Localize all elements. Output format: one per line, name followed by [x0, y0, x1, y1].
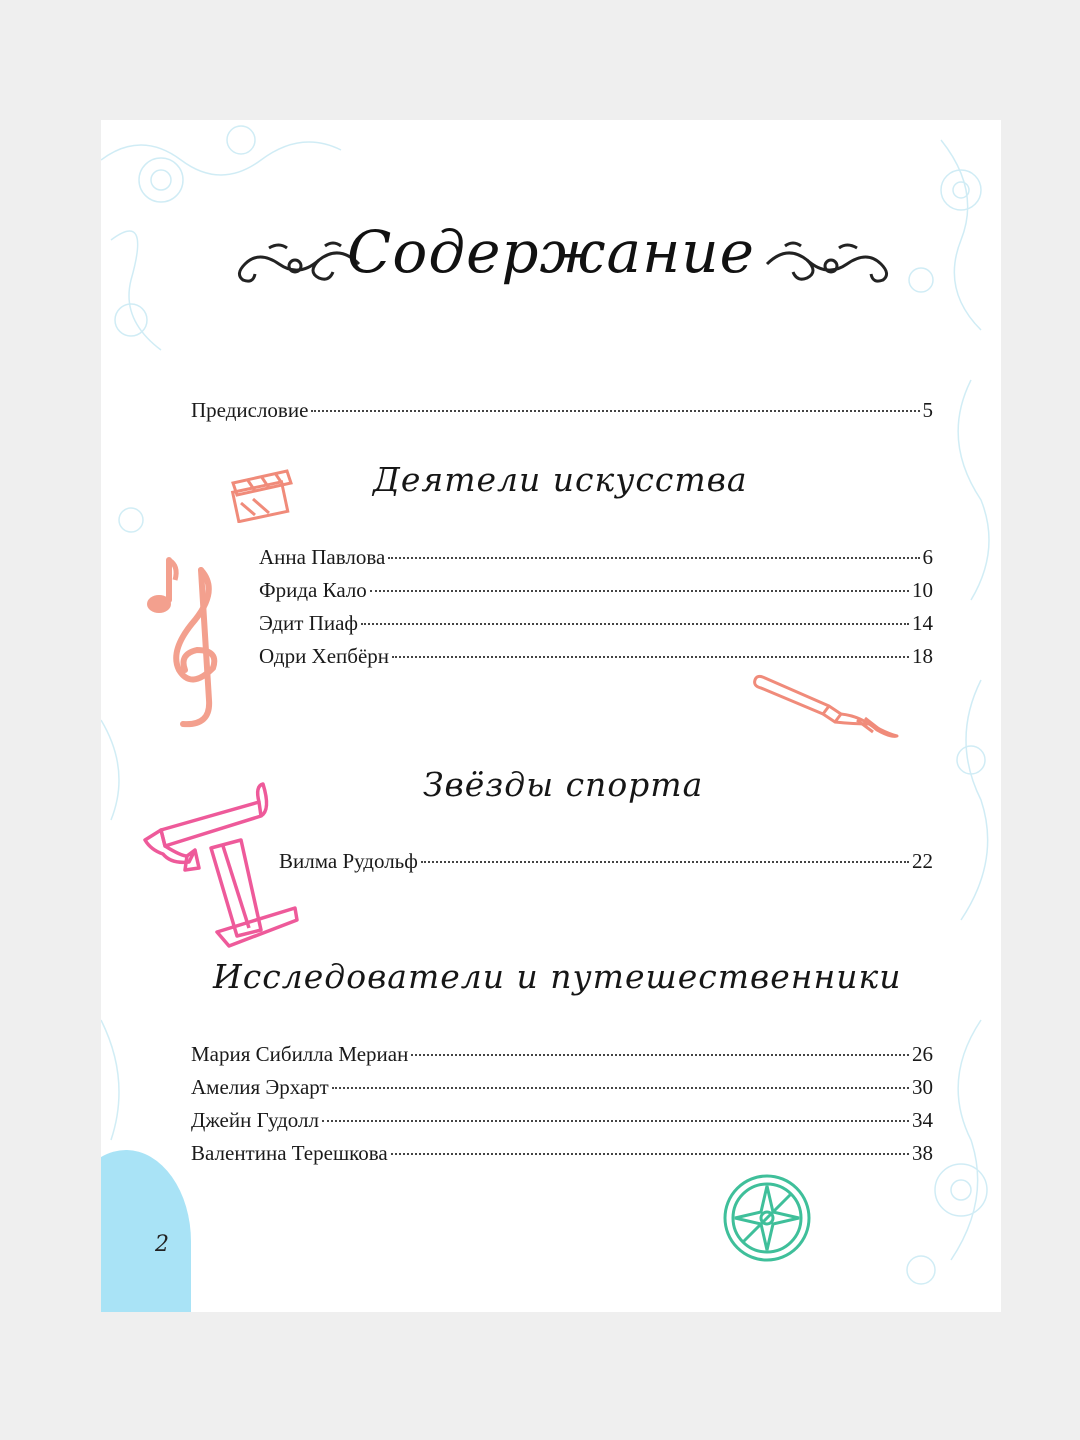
section-title-explorers: Исследователи и путешественники	[213, 957, 902, 996]
toc-entry-name: Предисловие	[191, 398, 309, 422]
toc-entry-page: 18	[912, 644, 933, 668]
toc-entry-page: 6	[922, 545, 933, 569]
toc-leader-dots	[311, 410, 919, 412]
treble-clef-icon	[139, 550, 229, 730]
toc-entry-name: Мария Сибилла Мериан	[191, 1042, 409, 1066]
toc-entry-page: 5	[922, 398, 933, 422]
toc-entry-name: Одри Хепбёрн	[259, 644, 390, 668]
toc-entry-name: Джейн Гудолл	[191, 1108, 319, 1132]
toc-entry-name: Фрида Кало	[259, 578, 367, 602]
toc-entry-name: Вилма Рудольф	[279, 849, 418, 873]
toc-leader-dots	[332, 1087, 909, 1089]
toc-leader-dots	[421, 861, 909, 863]
section-title-art: Деятели искусства	[373, 460, 748, 499]
toc-entry[interactable]	[279, 849, 933, 877]
toc-leader-dots	[361, 623, 909, 625]
toc-entry-page: 30	[912, 1075, 933, 1099]
book-page	[101, 120, 1001, 1312]
toc-entry[interactable]	[259, 545, 933, 573]
toc-leader-dots	[392, 656, 909, 658]
toc-entry[interactable]	[191, 1075, 933, 1103]
toc-entry[interactable]	[259, 611, 933, 639]
toc-entry-page: 14	[912, 611, 933, 635]
toc-entry-name: Эдит Пиаф	[259, 611, 359, 635]
toc-entry-page: 34	[912, 1108, 933, 1132]
clapperboard-icon	[229, 465, 301, 523]
toc-leader-dots	[411, 1054, 909, 1056]
section-title-sport: Звёзды спорта	[423, 765, 704, 804]
toc-entry[interactable]	[259, 578, 933, 606]
toc-entry-page: 26	[912, 1042, 933, 1066]
toc-entry-page: 38	[912, 1141, 933, 1165]
toc-entry-preface[interactable]	[191, 398, 933, 426]
toc-entry-page: 22	[912, 849, 933, 873]
toc-entry-name: Амелия Эрхарт	[191, 1075, 329, 1099]
toc-entry-name: Анна Павлова	[259, 545, 386, 569]
page-number: 2	[155, 1232, 169, 1257]
toc-entry-page: 10	[912, 578, 933, 602]
paintbrush-icon	[751, 672, 903, 742]
trophy-icon	[141, 780, 301, 952]
toc-leader-dots	[370, 590, 909, 592]
compass-icon	[721, 1172, 813, 1264]
toc-leader-dots	[322, 1120, 909, 1122]
toc-entry[interactable]	[191, 1108, 933, 1136]
toc-entry-name: Валентина Терешкова	[191, 1141, 388, 1165]
toc-leader-dots	[388, 557, 919, 559]
toc-entry[interactable]	[191, 1141, 933, 1169]
toc-entry[interactable]	[259, 644, 933, 672]
toc-entry[interactable]	[191, 1042, 933, 1070]
page-title: Содержание	[347, 218, 755, 286]
toc-leader-dots	[391, 1153, 909, 1155]
